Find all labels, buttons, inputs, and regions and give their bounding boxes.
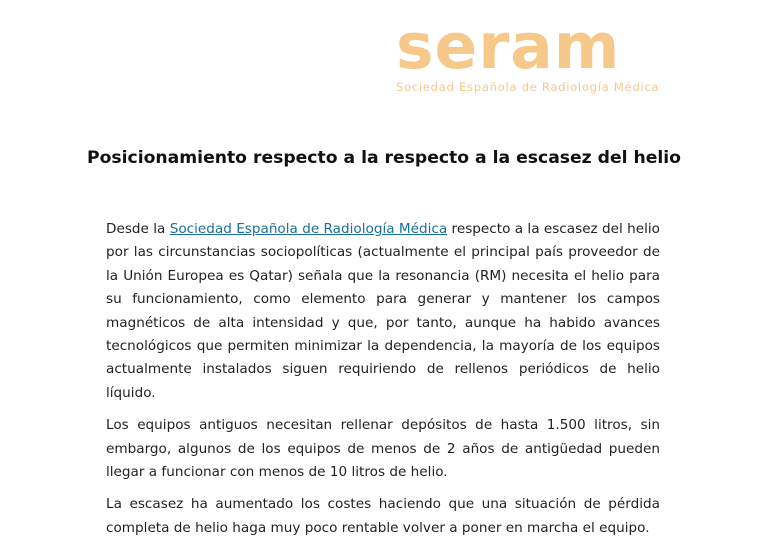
seram-link[interactable]: Sociedad Española de Radiología Médica — [169, 221, 448, 237]
logo-wordmark: seram — [396, 10, 621, 83]
paragraph-1-text: respecto a la escasez del helio por las circunstancias sociopolíticas (actualmente el principal país proveedor de la Unión Europea es Qatar) señala que la resonancia (RM) necesita el helio para su funcionamiento, como elemento para generar y mantener los campos magnéticos de alta intensidad y que, por tanto, aunque ha habido avances tecnológicos que permiten minimizar la dependencia, la mayoría de los equipos actualmente instalados siguen requiriendo de rellenos periódicos de helio líquido. — [106, 221, 660, 401]
document-title: Posicionamiento respecto a la respecto a la escasez del helio — [87, 148, 681, 168]
seram-logo — [396, 10, 668, 94]
document-body — [106, 218, 660, 549]
paragraph-2: Los equipos antiguos necesitan rellenar depósitos de hasta 1.500 litros, sin embargo, algunos de los equipos de menos de 2 años de antigüedad pueden llegar a funcionar con menos de 10 litros de helio. — [106, 417, 660, 481]
paragraph-3: La escasez ha aumentado los costes haciendo que una situación de pérdida completa de helio haga muy poco rentable volver a poner en marcha el equipo. — [106, 496, 660, 536]
logo-subtitle: Sociedad Española de Radiología Médica — [396, 80, 660, 94]
paragraph-1 — [106, 218, 660, 405]
paragraph-1-intro: Desde la — [106, 221, 170, 237]
